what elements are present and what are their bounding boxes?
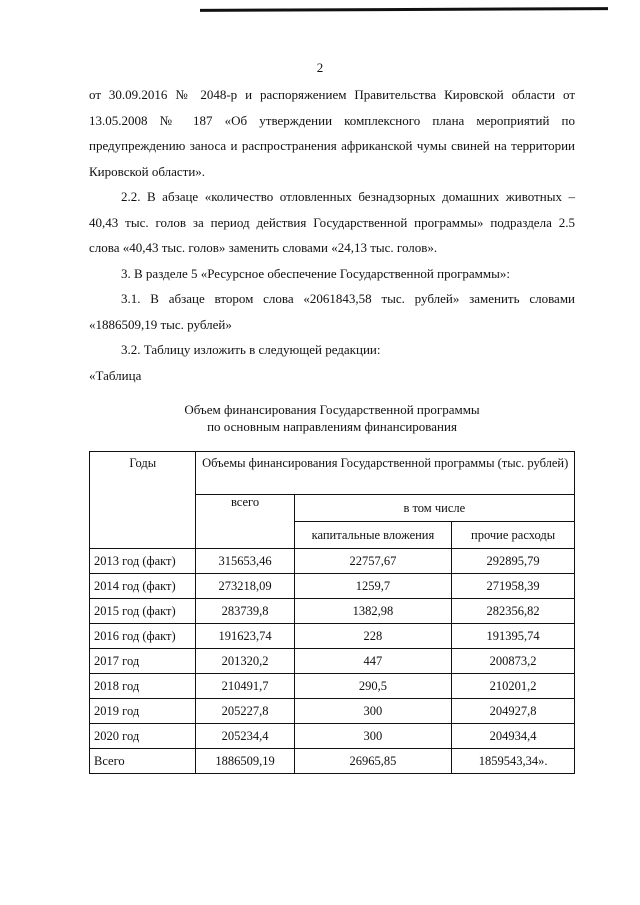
row-capital: 290,5 — [294, 674, 452, 699]
table-row — [90, 599, 575, 624]
row-other: 204927,8 — [452, 699, 575, 724]
caption-line-2: по основным направлениям финансирования — [207, 419, 457, 434]
row-capital: 26965,85 — [294, 749, 452, 774]
header-years: Годы — [90, 452, 196, 549]
table-label: «Таблица — [89, 367, 142, 383]
row-year: 2013 год (факт) — [90, 549, 196, 574]
table-row — [90, 624, 575, 649]
paragraph-3-1: 3.1. В абзаце втором слова «2061843,58 тыс. рублей» заменить словами «1886509,19 тыс. рублей» — [89, 291, 575, 332]
row-other: 282356,82 — [452, 599, 575, 624]
row-total: 283739,8 — [196, 599, 294, 624]
row-capital: 22757,67 — [294, 549, 452, 574]
row-total: 205234,4 — [196, 724, 294, 749]
table-caption — [89, 401, 575, 435]
row-other: 1859543,34». — [452, 749, 575, 774]
row-capital: 300 — [294, 699, 452, 724]
paragraph-2-2: 2.2. В абзаце «количество отловленных безнадзорных домашних животных – 40,43 тыс. голов за период действия Государственной программы» подраздела 2.5 слова «40,43 тыс. голов» заменить словами «24,13 тыс. голов». — [89, 189, 575, 255]
page-number: 2 — [316, 60, 324, 75]
caption-line-1: Объем финансирования Государственной программы — [184, 402, 480, 417]
table-row — [90, 724, 575, 749]
row-capital: 447 — [294, 649, 452, 674]
row-year: 2014 год (факт) — [90, 574, 196, 599]
row-total: 315653,46 — [196, 549, 294, 574]
row-year: 2015 год (факт) — [90, 599, 196, 624]
row-year: 2019 год — [90, 699, 196, 724]
header-total: всего — [196, 495, 294, 549]
row-other: 292895,79 — [452, 549, 575, 574]
document-body — [89, 82, 575, 388]
row-total: 205227,8 — [196, 699, 294, 724]
row-total: 191623,74 — [196, 624, 294, 649]
table-row — [90, 674, 575, 699]
row-total: 1886509,19 — [196, 749, 294, 774]
row-year: 2020 год — [90, 724, 196, 749]
table-row — [90, 574, 575, 599]
row-capital: 300 — [294, 724, 452, 749]
top-rule — [200, 7, 608, 12]
row-capital: 1259,7 — [294, 574, 452, 599]
table-row — [90, 649, 575, 674]
table-row — [90, 699, 575, 724]
row-capital: 1382,98 — [294, 599, 452, 624]
table-row — [90, 549, 575, 574]
row-year: 2018 год — [90, 674, 196, 699]
table-row-total — [90, 749, 575, 774]
row-total: 201320,2 — [196, 649, 294, 674]
row-other: 204934,4 — [452, 724, 575, 749]
header-volumes: Объемы финансирования Государственной программы (тыс. рублей) — [196, 452, 575, 495]
row-other: 210201,2 — [452, 674, 575, 699]
row-other: 191395,74 — [452, 624, 575, 649]
paragraph-3: 3. В разделе 5 «Ресурсное обеспечение Государственной программы»: — [121, 265, 510, 281]
row-other: 200873,2 — [452, 649, 575, 674]
header-other: прочие расходы — [452, 522, 575, 549]
paragraph-1: от 30.09.2016 № 2048-р и распоряжением Правительства Кировской области от 13.05.2008 № 187 «Об утверждении комплексного плана мероприятий по предупреждению заноса и распространения африканской чумы свиней на территории Кировской области». — [89, 87, 575, 179]
row-year: 2016 год (факт) — [90, 624, 196, 649]
financing-table — [89, 451, 575, 774]
row-year: 2017 год — [90, 649, 196, 674]
row-year: Всего — [90, 749, 196, 774]
header-capital: капитальные вложения — [294, 522, 452, 549]
row-capital: 228 — [294, 624, 452, 649]
row-other: 271958,39 — [452, 574, 575, 599]
row-total: 273218,09 — [196, 574, 294, 599]
header-including: в том числе — [294, 495, 574, 522]
paragraph-3-2: 3.2. Таблицу изложить в следующей редакции: — [121, 342, 381, 357]
row-total: 210491,7 — [196, 674, 294, 699]
